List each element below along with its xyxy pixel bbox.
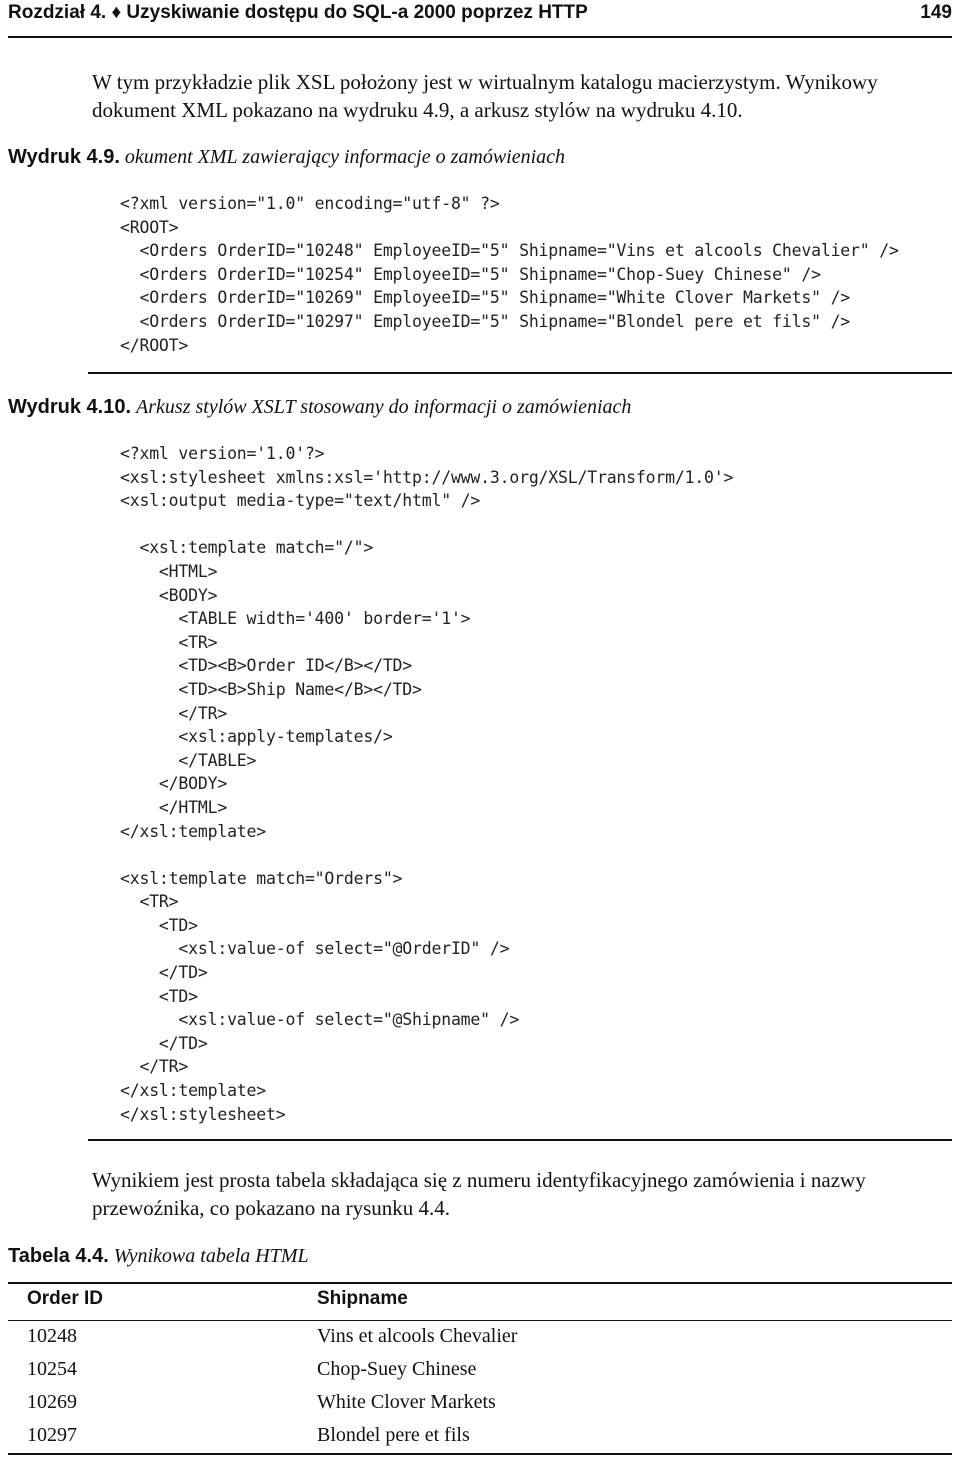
table-row [8, 1354, 952, 1387]
listing-4-9-end-rule [88, 372, 952, 374]
listing-4-10-title: Arkusz stylów XSLT stosowany do informacji o zamówieniach [136, 396, 632, 418]
running-header [8, 0, 952, 38]
listing-4-10-caption [8, 396, 631, 419]
table-row [8, 1420, 952, 1453]
chapter-title: Rozdział 4. ♦ Uzyskiwanie dostępu do SQL-a 2000 poprzez HTTP [8, 2, 588, 23]
order-id-cell: 10254 [27, 1358, 77, 1380]
outro-paragraph: Wynikiem jest prosta tabela składająca się z numeru identyfikacyjnego zamówienia i nazwy przewoźnika, co pokazano na rysunku 4.4. [92, 1168, 866, 1220]
listing-4-9-caption [8, 146, 565, 169]
listing-4-9-title: okument XML zawierający informacje o zamówieniach [124, 146, 566, 168]
header-shipname: Shipname [317, 1288, 408, 1309]
listing-4-10-end-rule [88, 1139, 952, 1141]
table-4-4-title: Wynikowa tabela HTML [113, 1245, 309, 1267]
table-header-row [8, 1284, 952, 1321]
table-row [8, 1321, 952, 1354]
shipname-cell: Chop-Suey Chinese [317, 1358, 477, 1380]
shipname-cell: Vins et alcools Chevalier [317, 1325, 518, 1347]
order-id-cell: 10297 [27, 1424, 77, 1446]
header-order-id: Order ID [27, 1288, 104, 1309]
listing-4-9-code: <?xml version="1.0" encoding="utf-8" ?> <ROOT> <Orders OrderID="10248" EmployeeID="5" Shipname="Vins et alcools Chevalier" /> <Orders OrderID="10254" EmployeeID="5" Shipname="Chop-Suey Chinese" /> <Orders OrderID="10269" EmployeeID="5" Shipname="White Clover Markets" /> <Orders OrderID="10297" EmployeeID="5" Shipname="Blondel pere et fils" /> </ROOT> [120, 194, 899, 355]
order-id-cell: 10269 [27, 1391, 77, 1413]
order-id-cell: 10248 [27, 1325, 77, 1347]
listing-4-10-label: Wydruk 4.10. [8, 396, 132, 418]
table-4-4-label: Tabela 4.4. [8, 1245, 109, 1267]
page-number: 149 [920, 2, 952, 23]
shipname-cell: Blondel pere et fils [317, 1424, 470, 1446]
result-table [8, 1282, 952, 1455]
table-row [8, 1387, 952, 1420]
shipname-cell: White Clover Markets [317, 1391, 496, 1413]
listing-4-9-label: Wydruk 4.9. [8, 146, 120, 168]
intro-paragraph: W tym przykładzie plik XSL położony jest w wirtualnym katalogu macierzystym. Wynikowy dokument XML pokazano na wydruku 4.9, a arkusz stylów na wydruku 4.10. [92, 70, 878, 122]
listing-4-10-code: <?xml version='1.0'?> <xsl:stylesheet xmlns:xsl='http://www.3.org/XSL/Transform/1.0'> <xsl:output media-type="text/html" /> <xsl:template match="/"> <HTML> <BODY> <TABLE width='400' border='1'> <TR> <TD><B>Order ID</B></TD> <TD><B>Ship Name</B></TD> </TR> <xsl:apply-templates/> </TABLE> </BODY> </HTML> </xsl:template> <xsl:template match="Orders"> <TR> <TD> <xsl:value-of select="@OrderID" /> </TD> <TD> <xsl:value-of select="@Shipname" /> </TD> </TR> </xsl:template> </xsl:stylesheet> [120, 444, 734, 1124]
table-4-4-caption [8, 1245, 309, 1268]
table-body [8, 1321, 952, 1453]
